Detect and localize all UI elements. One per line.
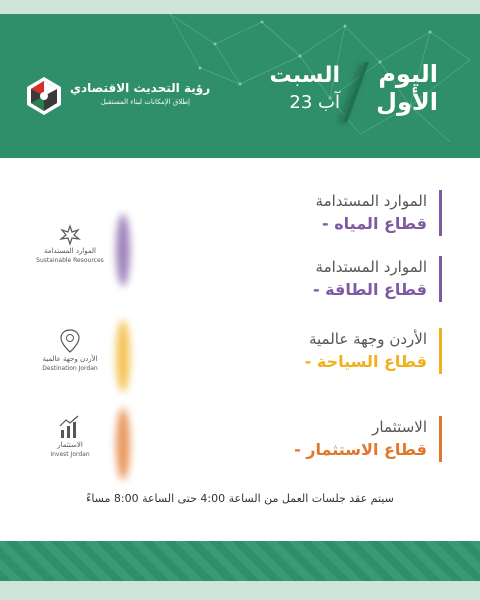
- date: 23 آب: [289, 92, 340, 113]
- weekday: السبت: [269, 63, 340, 88]
- icon-sustainable-resources: الموارد المستدامة Sustainable Resources: [22, 224, 118, 265]
- session-time-note: سيتم عقد جلسات العمل من الساعة 4:00 حتى الساعة 8:00 مساءً: [86, 492, 394, 505]
- sector-tourism: [192, 328, 442, 374]
- footer-band: [0, 541, 480, 581]
- day-block: [258, 60, 438, 140]
- sector-water: [192, 190, 442, 236]
- top-strip: [0, 0, 480, 14]
- bottom-strip: [0, 581, 480, 600]
- sector-name: الموارد المستدامة: [315, 258, 427, 276]
- vision-logo-icon: [24, 76, 64, 116]
- sector-name: الاستثمار: [372, 418, 427, 436]
- sector-sub: - قطاع السياحة: [304, 352, 427, 371]
- icon-invest-jordan: الاستثمار Invest Jordan: [22, 414, 118, 459]
- brand-name: رؤية التحديث الاقتصادي: [70, 81, 211, 95]
- header-banner: [0, 14, 480, 158]
- day-label: اليوم الأول: [376, 60, 438, 116]
- growth-chart-icon: [58, 414, 82, 440]
- sector-energy: [192, 256, 442, 302]
- brand-text: [70, 80, 211, 108]
- sector-sub: - قطاع الاستثمار: [294, 440, 427, 459]
- sector-name: الأردن وجهة عالمية: [308, 330, 427, 348]
- orange-glow: [116, 408, 130, 480]
- divider-slash: [343, 62, 369, 122]
- icon-destination-jordan: الأردن وجهة عالمية Destination Jordan: [22, 328, 118, 373]
- brand-tagline: إطلاق الإمكانات لبناء المستقبل: [100, 98, 190, 106]
- purple-glow: [116, 214, 130, 286]
- sector-sub: - قطاع المياه: [322, 214, 427, 233]
- map-pin-icon: [59, 328, 81, 354]
- date-block: [250, 62, 340, 116]
- sector-sub: - قطاع الطاقة: [312, 280, 427, 299]
- leaf-icon: [59, 224, 81, 246]
- yellow-glow: [116, 320, 130, 392]
- sector-investment: [192, 416, 442, 462]
- sector-name: الموارد المستدامة: [315, 192, 427, 210]
